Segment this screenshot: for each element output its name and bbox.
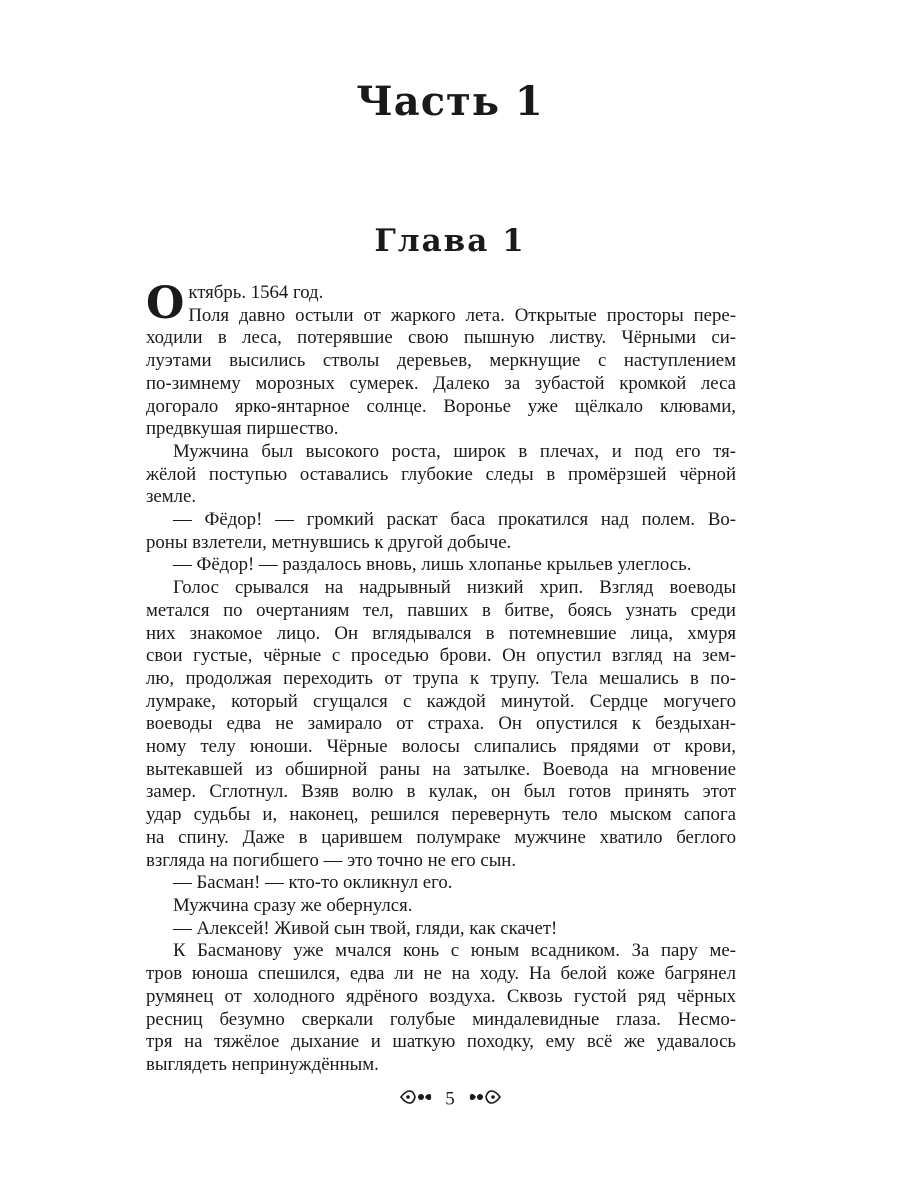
text-line: тров юноша спешился, едва ли не на ходу. На белой коже багрянел (146, 963, 736, 985)
right-ornament-icon (468, 1088, 502, 1112)
paragraph-lines (146, 305, 736, 1077)
text-line: предвкушая пиршество. (146, 418, 339, 440)
text-line: румянец от холодного ядрёного воздуха. Сквозь густой ряд чёрных (146, 985, 736, 1007)
text-line: тря на тяжёлое дыхание и шаткую походку, ему всё же удавалось (146, 1031, 736, 1053)
page-footer (0, 1088, 900, 1112)
text-line: них знакомое лицо. Он вглядывался в потемневшие лица, хмуря (146, 622, 736, 644)
text-line: метался по очертаниям тел, павших в битве, боясь узнать среди (146, 599, 736, 621)
text-line: К Басманову уже мчался конь с юным всадником. За пару ме- (173, 940, 736, 962)
text-line: взгляда на погибшего — это точно не его сын. (146, 849, 517, 871)
text-line: Мужчина был высокого роста, широк в плечах, и под его тя- (173, 440, 736, 462)
text-line: лумраке, который сгущался с каждой минутой. Сердце могучего (146, 690, 736, 712)
text-line: — Фёдор! — раздалось вновь, лишь хлопанье крыльев улеглось. (173, 554, 692, 576)
opening-line-text: ктябрь. 1564 год. (188, 282, 324, 303)
text-line: Голос срывался на надрывный низкий хрип. Взгляд воеводы (173, 577, 736, 599)
text-line: — Басман! — кто-то окликнул его. (173, 872, 453, 894)
text-line: — Фёдор! — громкий раскат баса прокатился над полем. Во- (173, 509, 736, 531)
text-line: лю, продолжая переходить от трупа к трупу. Тела мешались в по- (146, 667, 736, 689)
text-line: жёлой поступью оставались глубокие следы в промёрзшей чёрной (146, 463, 736, 485)
left-ornament-icon (399, 1088, 433, 1112)
text-line: замер. Сглотнул. Взяв волю в кулак, он был готов принять этот (146, 781, 736, 803)
text-line: по-зимнему морозных сумерек. Далеко за зубастой кромкой леса (146, 372, 736, 394)
text-line: роны взлетели, метнувшись к другой добыче. (146, 531, 512, 553)
text-line: ному телу юноши. Чёрные волосы слипались прядями от крови, (146, 736, 736, 758)
part-title: Часть 1 (356, 78, 544, 125)
text-line: на спину. Даже в царившем полумраке мужчине хватило беглого (146, 826, 736, 848)
page-number: 5 (445, 1088, 455, 1110)
text-line: выглядеть непринуждённым. (146, 1053, 379, 1075)
chapter-title: Глава 1 (374, 223, 526, 259)
text-line: земле. (146, 486, 197, 508)
text-line: Мужчина сразу же обернулся. (173, 894, 413, 916)
chapter-body (146, 278, 736, 1077)
drop-cap: О (146, 278, 185, 329)
text-line: — Алексей! Живой сын твой, гляди, как скачет! (173, 917, 558, 939)
text-line: луэтами высились стволы деревьев, меркнущие с наступлением (146, 350, 736, 372)
text-line: свои густые, чёрные с проседью брови. Он опустил взгляд на зем- (146, 645, 736, 667)
text-line: ходили в леса, потерявшие свою пышную листву. Чёрными си- (146, 327, 736, 349)
text-line: удар судьбы и, наконец, решился перевернуть тело мыском сапога (146, 804, 736, 826)
text-line: Поля давно остыли от жаркого лета. Открытые просторы пере- (188, 304, 736, 326)
text-line: ресниц безумно сверкали голубые миндалевидные глаза. Несмо- (146, 1008, 736, 1030)
text-line: вытекавшей из обширной раны на затылке. Воевода на мгновение (146, 758, 736, 780)
text-line: воеводы едва не замирало от страха. Он опустился к бездыхан- (146, 713, 736, 735)
text-line: догорало ярко-янтарное солнце. Воронье уже щёлкало клювами, (146, 395, 736, 417)
